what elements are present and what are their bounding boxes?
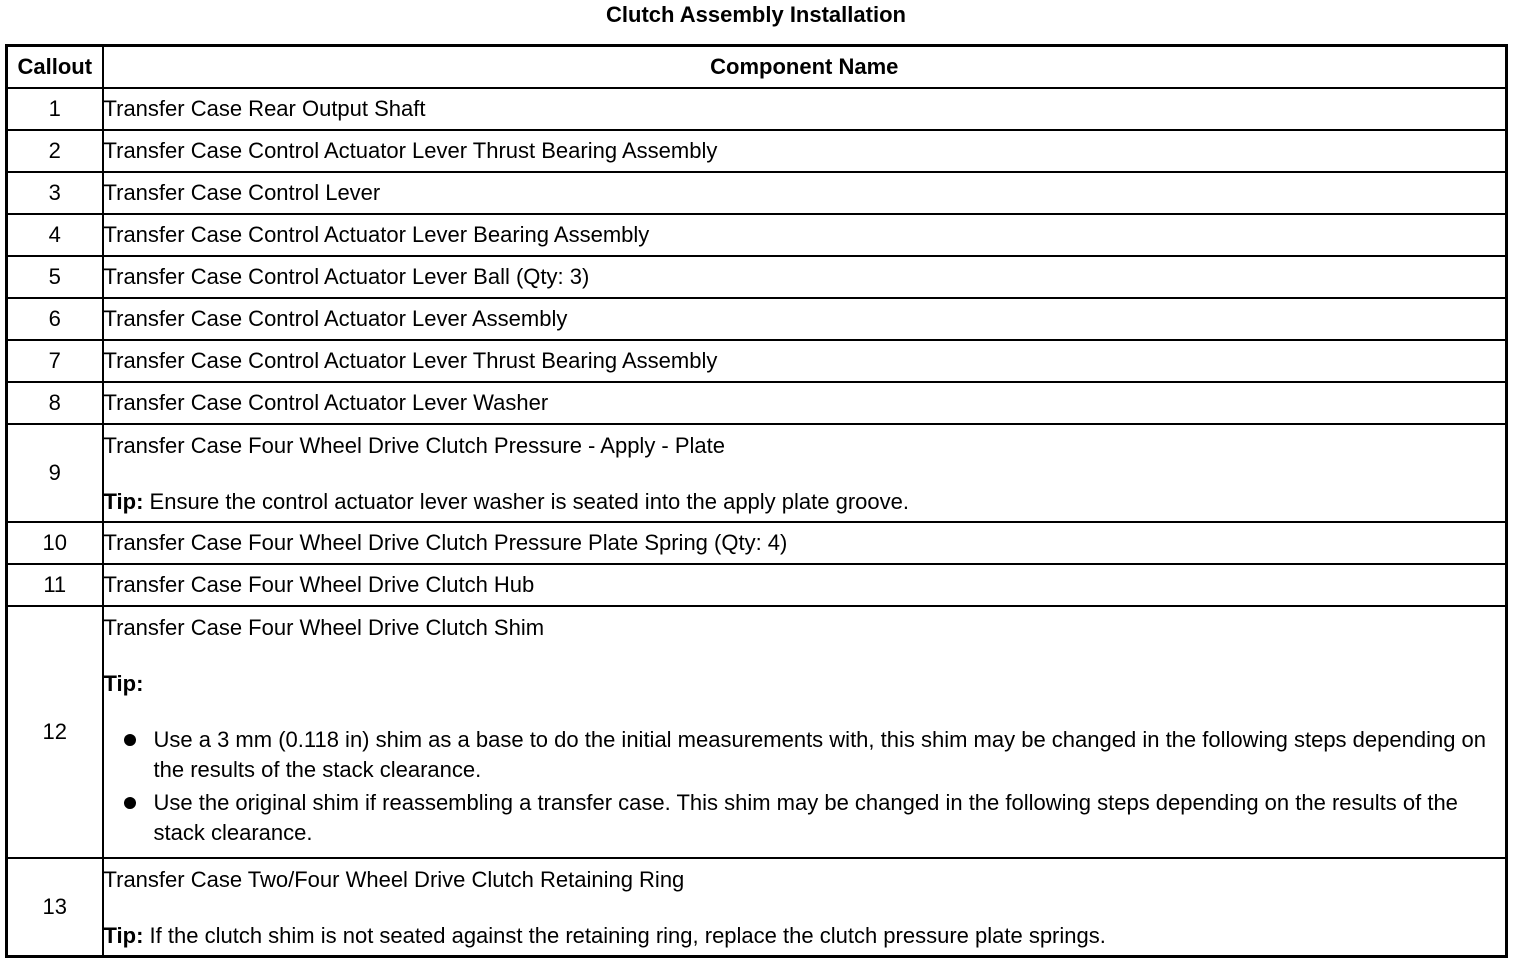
callout-number: 12	[7, 606, 103, 858]
tip-body: If the clutch shim is not seated against the retaining ring, replace the clutch pressure plate springs.	[149, 923, 1106, 948]
component-name: Transfer Case Control Actuator Lever Bearing Assembly	[103, 214, 1507, 256]
table-row	[7, 88, 1507, 130]
table-row	[7, 522, 1507, 564]
callout-number: 3	[7, 172, 103, 214]
callout-number: 13	[7, 858, 103, 957]
callout-number: 10	[7, 522, 103, 564]
component-name: Transfer Case Control Lever	[103, 172, 1507, 214]
component-name: Transfer Case Rear Output Shaft	[103, 88, 1507, 130]
table-row	[7, 298, 1507, 340]
component-name: Transfer Case Four Wheel Drive Clutch Pressure - Apply - Plate	[103, 433, 726, 458]
list-item	[124, 788, 1506, 848]
callout-number: 2	[7, 130, 103, 172]
component-cell	[103, 606, 1507, 858]
callout-number: 1	[7, 88, 103, 130]
component-name: Transfer Case Control Actuator Lever Assembly	[103, 298, 1507, 340]
table-header-row	[7, 46, 1507, 89]
component-name: Transfer Case Four Wheel Drive Clutch Pressure Plate Spring (Qty: 4)	[103, 522, 1507, 564]
component-cell	[103, 424, 1507, 522]
tip-body: Ensure the control actuator lever washer is seated into the apply plate groove.	[149, 489, 909, 514]
callout-number: 8	[7, 382, 103, 424]
tip-label: Tip:	[103, 489, 144, 514]
table-row	[7, 424, 1507, 522]
page-title: Clutch Assembly Installation	[606, 2, 906, 27]
tip-bullet-text: Use a 3 mm (0.118 in) shim as a base to do the initial measurements with, this shim may be changed in the following steps depending on the results of the stack clearance.	[153, 727, 1487, 782]
table-row	[7, 172, 1507, 214]
callout-column-header: Callout	[7, 46, 103, 89]
component-name-column-header: Component Name	[103, 46, 1507, 89]
tip-text	[104, 489, 1506, 515]
tip-bullet-text: Use the original shim if reassembling a transfer case. This shim may be changed in the following steps depending on the results of the stack clearance.	[153, 790, 1458, 845]
bullet-icon	[124, 734, 136, 746]
callout-number: 7	[7, 340, 103, 382]
table-row	[7, 858, 1507, 957]
tip-label: Tip:	[103, 923, 144, 948]
tip-text	[104, 923, 1506, 949]
callout-number: 6	[7, 298, 103, 340]
tip-text	[104, 671, 1506, 697]
callout-number: 4	[7, 214, 103, 256]
component-name: Transfer Case Two/Four Wheel Drive Clutch Retaining Ring	[103, 867, 685, 892]
component-name: Transfer Case Control Actuator Lever Thrust Bearing Assembly	[103, 130, 1507, 172]
components-table	[5, 44, 1508, 958]
table-row	[7, 130, 1507, 172]
table-row	[7, 340, 1507, 382]
table-row	[7, 214, 1507, 256]
component-name: Transfer Case Control Actuator Lever Washer	[103, 382, 1507, 424]
table-row	[7, 564, 1507, 606]
component-name: Transfer Case Control Actuator Lever Thrust Bearing Assembly	[103, 340, 1507, 382]
list-item	[124, 725, 1506, 785]
table-row	[7, 256, 1507, 298]
tip-label: Tip:	[103, 671, 144, 696]
callout-number: 9	[7, 424, 103, 522]
table-row	[7, 606, 1507, 858]
callout-number: 11	[7, 564, 103, 606]
component-cell	[103, 858, 1507, 957]
component-name: Transfer Case Control Actuator Lever Ball (Qty: 3)	[103, 256, 1507, 298]
table-row	[7, 382, 1507, 424]
bullet-icon	[124, 797, 136, 809]
component-name: Transfer Case Four Wheel Drive Clutch Hub	[103, 564, 1507, 606]
tip-bullet-list	[104, 725, 1506, 848]
callout-number: 5	[7, 256, 103, 298]
component-name: Transfer Case Four Wheel Drive Clutch Shim	[103, 615, 545, 640]
